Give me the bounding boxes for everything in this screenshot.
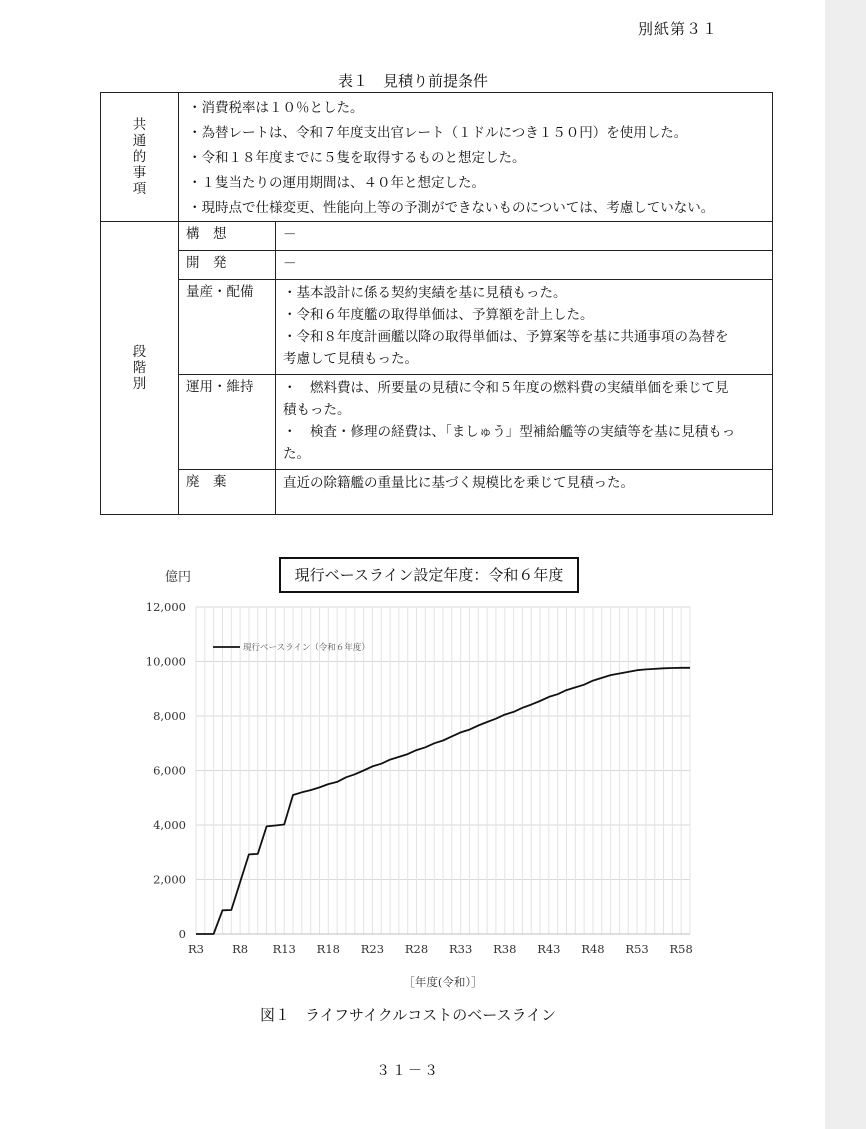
table-title: 表１ 見積り前提条件 [337,72,488,90]
stage-header-text: 段 階 別 [132,344,147,392]
x-tick-label: R33 [448,942,473,956]
common-item: ・１隻当たりの運用期間は、４０年と想定した。 [188,175,485,191]
stage-desc: － [276,251,773,280]
x-tick-label: R48 [581,942,605,956]
x-tick-label: R3 [188,942,204,956]
x-tick-label: R13 [272,942,296,956]
stage-desc: － [276,222,773,251]
x-tick-label: R28 [404,942,429,956]
stage-name: 開 発 [179,251,276,280]
x-tick-label: R18 [316,942,340,956]
y-tick-label: 0 [178,927,186,941]
stage-name: 量産・配備 [179,280,276,375]
page-number: ３１－３ [376,1063,440,1079]
common-item: ・現時点で仕様変更、性能向上等の予測ができないものについては、考慮していない。 [188,200,715,216]
x-tick-label: R8 [232,942,249,956]
legend-label: 現行ベースライン（令和６年度） [243,643,370,653]
common-item: ・為替レートは、令和７年度支出官レート（１ドルにつき１５０円）を使用した。 [188,125,688,141]
y-tick-label: 10,000 [145,654,186,669]
stage-desc: ・ 燃料費は、所要量の見積に令和５年度の燃料費の実績単価を乗じて見 積もった。 ・ 検査・修理の経費は、「ましゅう」型補給艦等の実績等を基に見積もっ た。 [276,375,773,470]
y-tick-label: 8,000 [153,709,186,723]
y-tick-label: 2,000 [153,872,186,887]
x-tick-label: R23 [360,942,385,956]
page-label: 別紙第３１ [638,20,719,38]
right-gutter [825,0,866,1129]
stage-desc: 直近の除籍艦の重量比に基づく規模比を乗じて見積った。 [276,470,773,515]
stage-desc: ・基本設計に係る契約実績を基に見積もった。 ・令和６年度艦の取得単価は、予算額を計上した。 ・令和８年度計画艦以降の取得単価は、予算案等を基に共通事項の為替を 考慮して見積もった。 [276,280,773,375]
common-header-text: 共 通 的 事 項 [132,117,147,197]
stage-name: 運用・維持 [179,375,276,470]
figure-caption: 図１ ライフサイクルコストのベースライン [259,1006,557,1024]
x-tick-label: R53 [625,942,649,956]
y-tick-label: 6,000 [153,763,186,778]
x-tick-label: R58 [669,942,693,956]
x-axis-label: ［年度(令和）］ [403,975,483,989]
x-tick-label: R38 [493,942,517,956]
common-item: ・令和１８年度までに５隻を取得するものと想定した。 [188,150,526,166]
stage-name: 構 想 [179,222,276,251]
baseline-year-box: 現行ベースライン設定年度：令和６年度 [279,557,579,593]
y-axis-unit: 億円 [165,570,192,585]
y-tick-label: 12,000 [145,600,186,614]
common-item: ・消費税率は１０％とした。 [188,100,364,116]
stage-name: 廃 棄 [179,470,276,515]
x-tick-label: R43 [537,942,561,956]
y-tick-label: 4,000 [153,818,186,832]
